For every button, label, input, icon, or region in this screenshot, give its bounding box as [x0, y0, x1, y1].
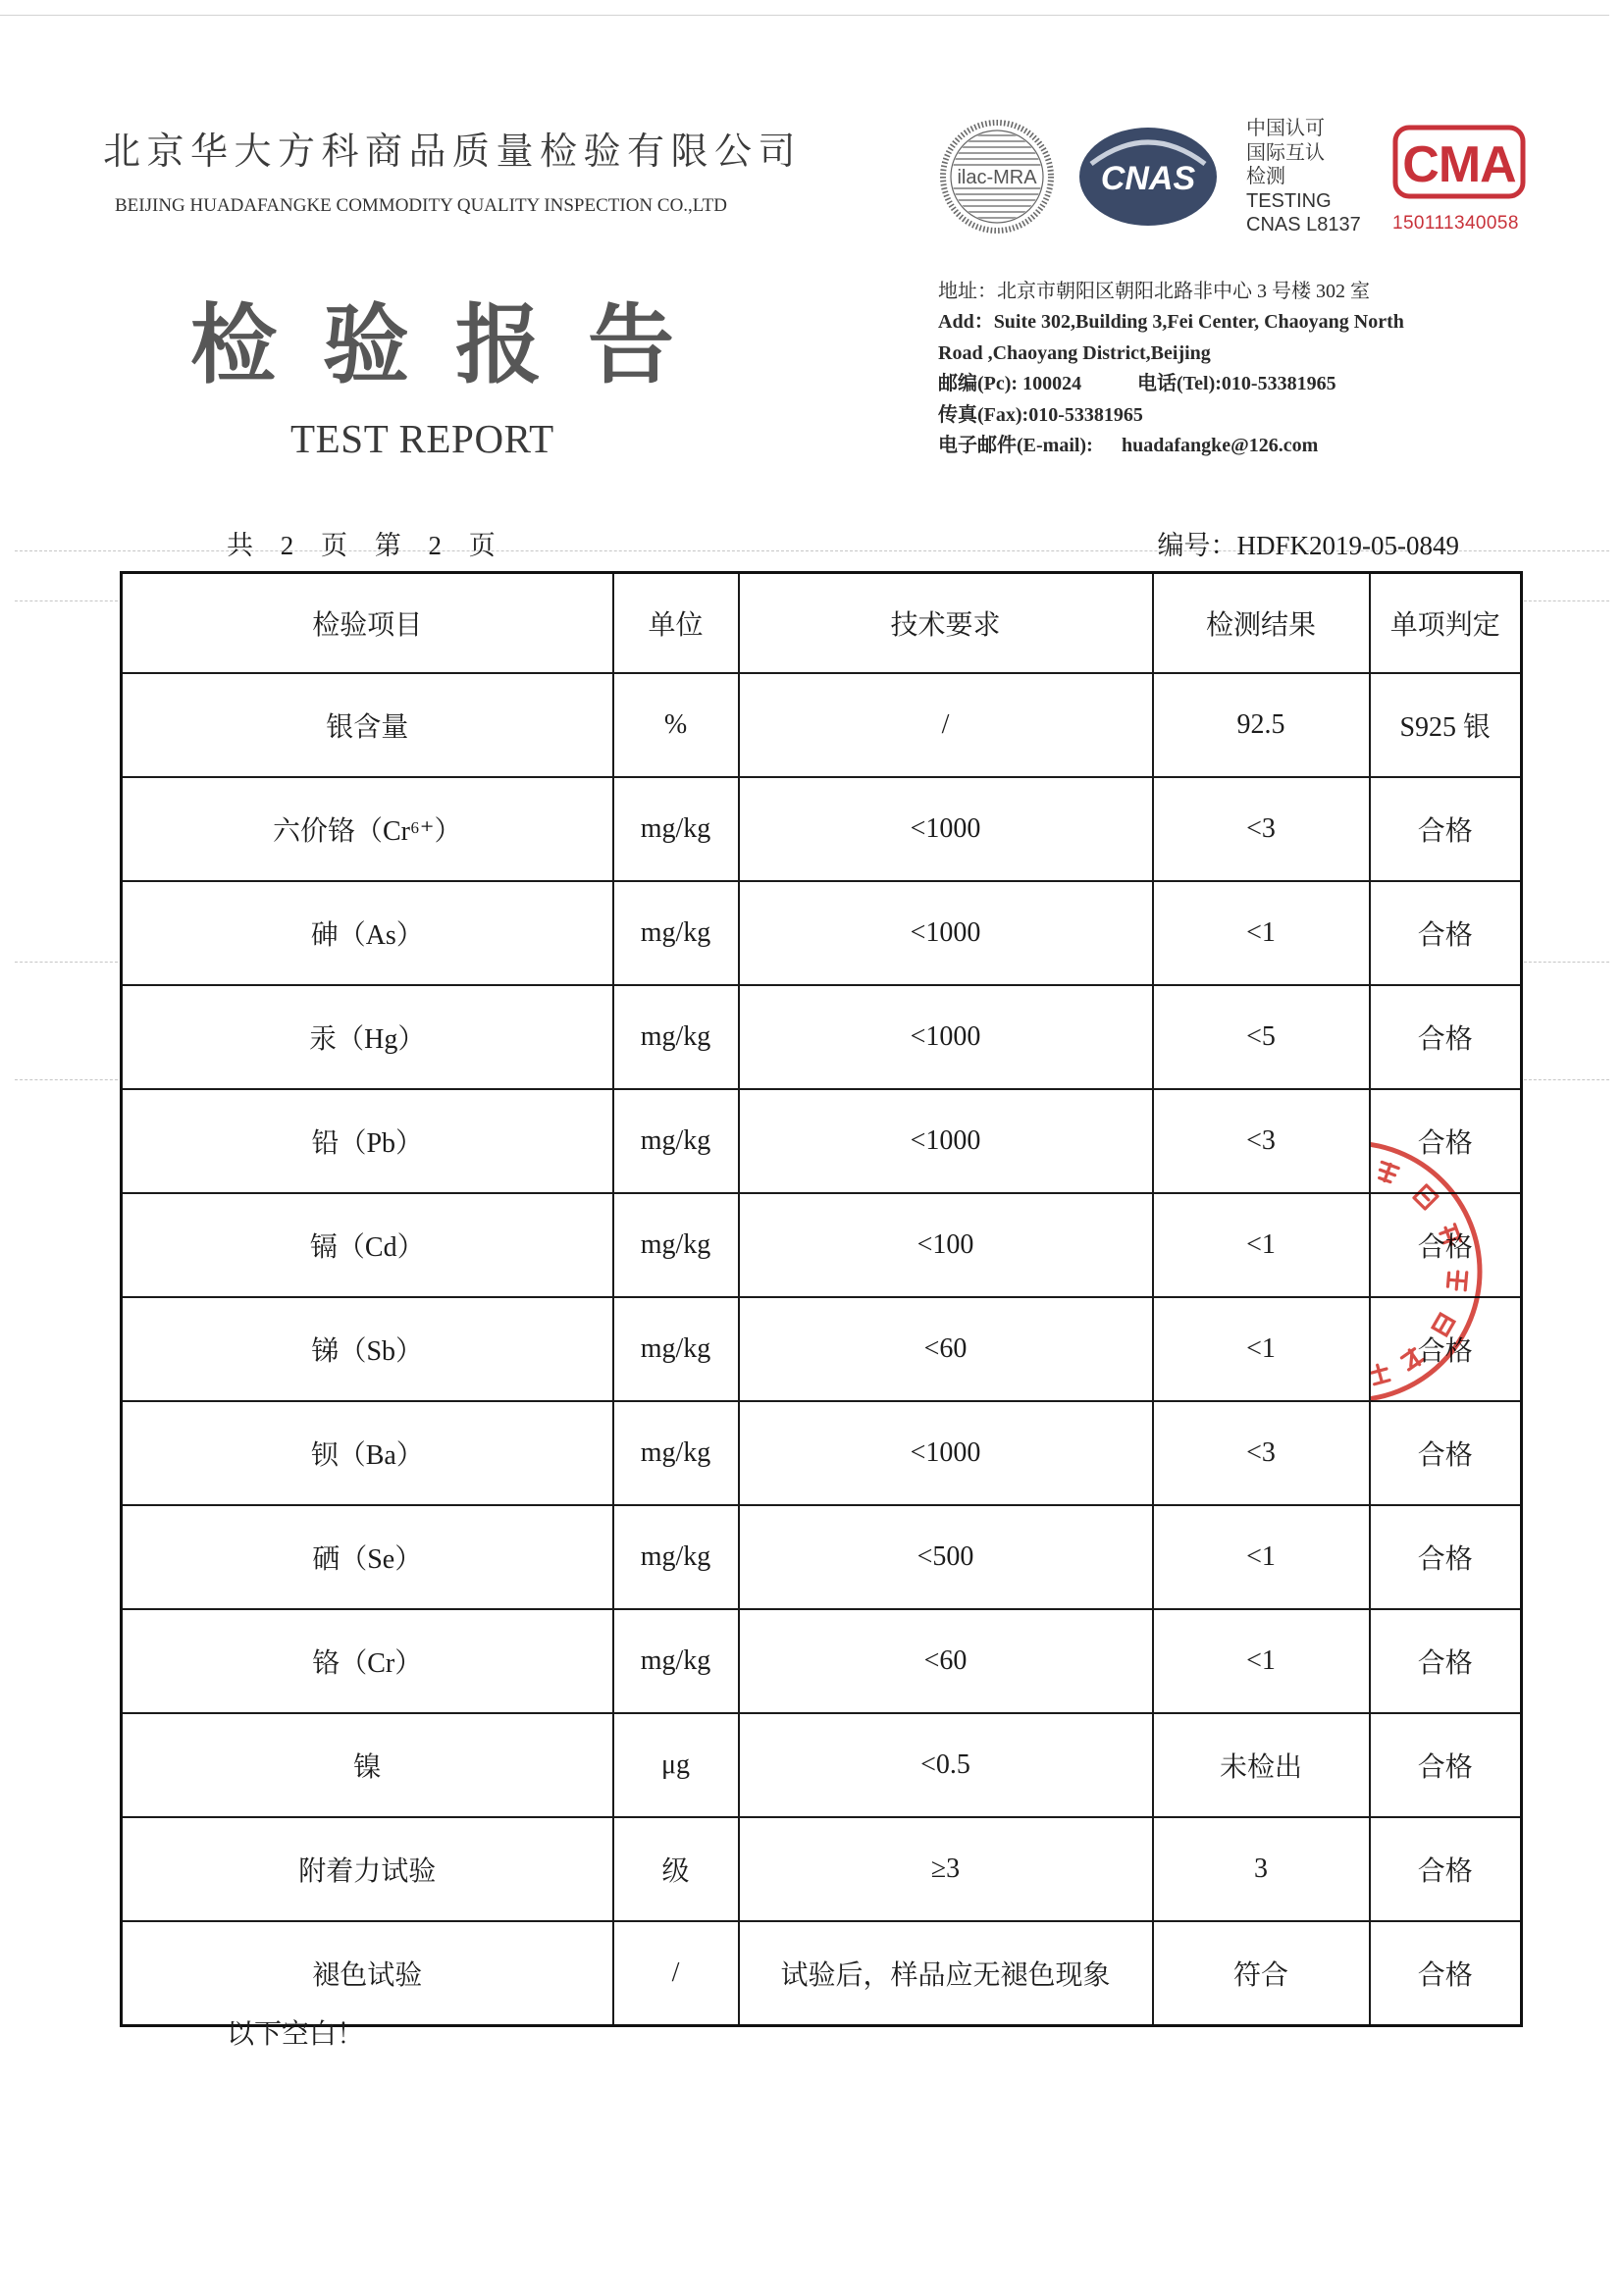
result-cell: 未检出: [1153, 1713, 1370, 1817]
item-cell: 六价铬（Cr⁶⁺）: [122, 777, 613, 881]
cma-number: 150111340058: [1392, 213, 1519, 234]
unit-cell: mg/kg: [613, 985, 739, 1089]
unit-cell: mg/kg: [613, 1505, 739, 1609]
address-line-cn: 地址：北京市朝阳区朝阳北路非中心 3 号楼 302 室: [938, 281, 1370, 302]
result-cell: <1: [1153, 1505, 1370, 1609]
requirement-cell: <1000: [739, 1089, 1153, 1193]
unit-cell: 级: [613, 1817, 739, 1921]
scan-dashed-line: [1524, 1079, 1609, 1080]
header-result: 检测结果: [1153, 573, 1370, 674]
verdict-cell: 合格: [1370, 1401, 1522, 1505]
result-cell: 92.5: [1153, 673, 1370, 777]
verdict-cell: 合格: [1370, 1921, 1522, 2026]
item-cell: 锑（Sb）: [122, 1297, 613, 1401]
verdict-cell: 合格: [1370, 985, 1522, 1089]
page-count: 共 2 页 第 2 页: [227, 531, 496, 560]
result-cell: <3: [1153, 1089, 1370, 1193]
scan-dashed-line: [15, 600, 118, 601]
cma-logo: [1392, 125, 1526, 199]
requirement-cell: <0.5: [739, 1713, 1153, 1817]
seal-ring: [1223, 1143, 1480, 1400]
verdict-cell: 合格: [1370, 881, 1522, 985]
scan-edge-line: [0, 15, 1609, 16]
accreditation-line: TESTING: [1246, 189, 1332, 212]
item-cell: 镉（Cd）: [122, 1193, 613, 1297]
requirement-cell: <1000: [739, 1401, 1153, 1505]
unit-cell: mg/kg: [613, 1401, 739, 1505]
item-cell: 硒（Se）: [122, 1505, 613, 1609]
requirement-cell: <1000: [739, 985, 1153, 1089]
item-cell: 银含量: [122, 673, 613, 777]
item-cell: 砷（As）: [122, 881, 613, 985]
scan-dashed-line: [15, 962, 118, 963]
result-cell: 符合: [1153, 1921, 1370, 2026]
table-row: [122, 1817, 1522, 1921]
table-row: [122, 985, 1522, 1089]
telephone: 电话(Tel):010-53381965: [1137, 373, 1336, 395]
scan-dashed-line: [1524, 600, 1609, 601]
address-line-en-2: Road ,Chaoyang District,Beijing: [938, 341, 1211, 364]
result-cell: <1: [1153, 1609, 1370, 1713]
result-cell: <1: [1153, 1193, 1370, 1297]
scan-dashed-line: [15, 1079, 118, 1080]
postcode: 邮编(Pc): 100024: [938, 373, 1082, 395]
item-cell: 汞（Hg）: [122, 985, 613, 1089]
item-cell: 铅（Pb）: [122, 1089, 613, 1193]
accreditation-line: CNAS L8137: [1246, 214, 1361, 235]
verdict-cell: 合格: [1370, 1089, 1522, 1193]
report-title-cn: 检验报告: [190, 299, 721, 394]
verdict-cell: 合格: [1370, 1713, 1522, 1817]
result-cell: <3: [1153, 777, 1370, 881]
unit-cell: mg/kg: [613, 1193, 739, 1297]
result-cell: 3: [1153, 1817, 1370, 1921]
unit-cell: μg: [613, 1713, 739, 1817]
unit-cell: /: [613, 1921, 739, 2026]
table-row: [122, 673, 1522, 777]
item-cell: 附着力试验: [122, 1817, 613, 1921]
result-cell: <5: [1153, 985, 1370, 1089]
table-row: [122, 1921, 1522, 2026]
verdict-cell: 合格: [1370, 1609, 1522, 1713]
verdict-cell: 合格: [1370, 1817, 1522, 1921]
table-row: [122, 1609, 1522, 1713]
company-name-en: BEIJING HUADAFANGKE COMMODITY QUALITY INSPECTION CO.,LTD: [115, 195, 727, 216]
requirement-cell: <1000: [739, 777, 1153, 881]
result-cell: <1: [1153, 1297, 1370, 1401]
header-unit: 单位: [613, 573, 739, 674]
table-row: [122, 1505, 1522, 1609]
verdict-cell: 合格: [1370, 1193, 1522, 1297]
verdict-cell: S925 银: [1370, 673, 1522, 777]
address-block: [938, 277, 1404, 461]
unit-cell: mg/kg: [613, 777, 739, 881]
item-cell: 钡（Ba）: [122, 1401, 613, 1505]
item-cell: 褪色试验: [122, 1921, 613, 2026]
table-header-row: [122, 573, 1522, 674]
unit-cell: %: [613, 673, 739, 777]
table-row: [122, 777, 1522, 881]
result-cell: <3: [1153, 1401, 1370, 1505]
cnas-logo: [1077, 125, 1220, 229]
email-label: 电子邮件(E-mail):: [938, 435, 1093, 457]
header-item: 检验项目: [122, 573, 613, 674]
verdict-cell: 合格: [1370, 1297, 1522, 1401]
accreditation-line: 国际互认: [1246, 141, 1325, 164]
fax: 传真(Fax):010-53381965: [938, 403, 1143, 426]
accreditation-text: [1246, 117, 1361, 237]
table-row: [122, 881, 1522, 985]
requirement-cell: ≥3: [739, 1817, 1153, 1921]
ilac-mra-logo: [938, 118, 1056, 235]
email-address: huadafangke@126.com: [1122, 435, 1319, 457]
contact-line: [938, 369, 1404, 399]
email-line: [938, 431, 1404, 461]
company-name-cn: 北京华大方科商品质量检验有限公司: [103, 131, 803, 173]
header-verdict: 单项判定: [1370, 573, 1522, 674]
address-line-en: Add：Suite 302,Building 3,Fei Center, Chaoyang North: [938, 311, 1404, 334]
unit-cell: mg/kg: [613, 1609, 739, 1713]
unit-cell: mg/kg: [613, 1089, 739, 1193]
requirement-cell: 试验后，样品应无褪色现象: [739, 1921, 1153, 2026]
ilac-logo-text: ilac-MRA: [957, 167, 1037, 188]
red-seal: [1217, 1128, 1511, 1423]
requirement-cell: <60: [739, 1297, 1153, 1401]
result-cell: <1: [1153, 881, 1370, 985]
item-cell: 铬（Cr）: [122, 1609, 613, 1713]
blank-below-note: 以下空白！: [227, 2019, 365, 2050]
unit-cell: mg/kg: [613, 1297, 739, 1401]
verdict-cell: 合格: [1370, 1505, 1522, 1609]
requirement-cell: /: [739, 673, 1153, 777]
report-number: 编号：HDFK2019-05-0849: [1157, 531, 1459, 560]
requirement-cell: <100: [739, 1193, 1153, 1297]
accreditation-line: 检测: [1246, 166, 1285, 187]
requirement-cell: <1000: [739, 881, 1153, 985]
table-row: [122, 1713, 1522, 1817]
cnas-logo-text: CNAS: [1100, 160, 1196, 197]
report-title-en: TEST REPORT: [290, 416, 554, 461]
requirement-cell: <500: [739, 1505, 1153, 1609]
scan-dashed-line: [1524, 962, 1609, 963]
header-requirement: 技术要求: [739, 573, 1153, 674]
cma-logo-text: CMA: [1402, 136, 1516, 193]
requirement-cell: <60: [739, 1609, 1153, 1713]
verdict-cell: 合格: [1370, 777, 1522, 881]
item-cell: 镍: [122, 1713, 613, 1817]
accreditation-line: 中国认可: [1246, 118, 1325, 139]
unit-cell: mg/kg: [613, 881, 739, 985]
